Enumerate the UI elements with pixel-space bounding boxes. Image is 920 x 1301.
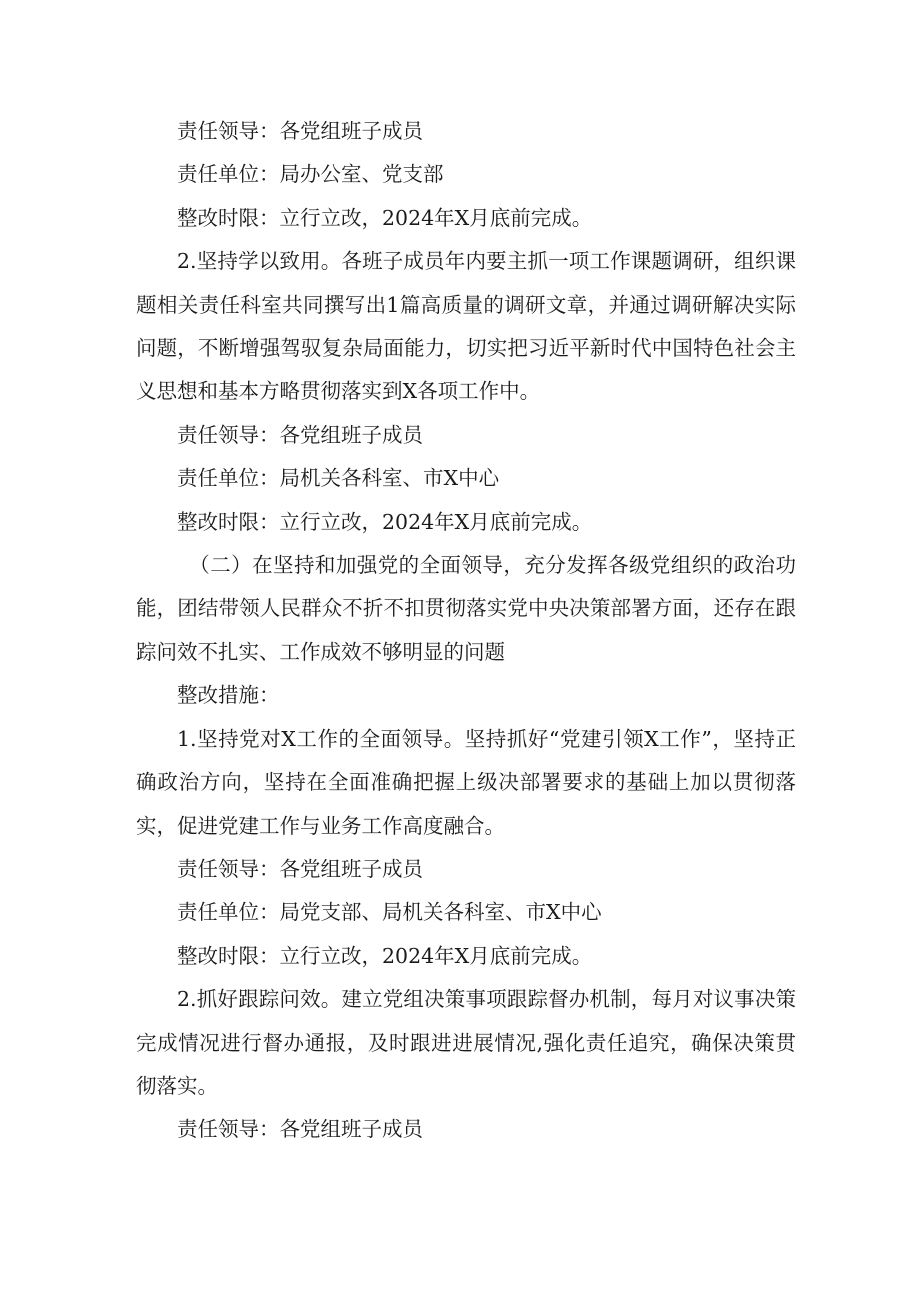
measure-paragraph: 1.坚持党对X工作的全面领导。坚持抓好“党建引领X工作”，坚持正确政治方向，坚持在全面准确把握上级决部署要求的基础上加以贯彻落实，促进党建工作与业务工作高度融合。	[136, 726, 796, 838]
responsible-leader-line: 责任领导：各党组班子成员	[177, 422, 423, 447]
document-page	[136, 110, 796, 1152]
responsible-unit-line: 责任单位：局党支部、局机关各科室、市X中心	[177, 900, 602, 925]
responsible-leader-line: 责任领导：各党组班子成员	[177, 856, 423, 881]
deadline-line: 整改时限：立行立改，2024年X月底前完成。	[177, 205, 593, 230]
responsible-leader-line: 责任领导：各党组班子成员	[177, 1117, 423, 1142]
measure-paragraph: 2.坚持学以致用。各班子成员年内要主抓一项工作课题调研，组织课题相关责任科室共同撰写出1篇高质量的调研文章，并通过调研解决实际问题，不断增强驾驭复杂局面能力，切实把习近平新时代中国特色社会主义思想和基本方略贯彻落实到X各项工作中。	[136, 249, 796, 404]
responsible-leader-line: 责任领导：各党组班子成员	[177, 119, 423, 143]
measure-paragraph: 2.抓好跟踪问效。建立党组决策事项跟踪督办机制，每月对议事决策完成情况进行督办通报，及时跟进进展情况,强化责任追究，确保决策贯彻落实。	[136, 987, 796, 1098]
responsible-unit-line: 责任单位：局办公室、党支部	[177, 162, 444, 187]
measures-label: 整改措施：	[177, 683, 280, 708]
section-heading: （二）在坚持和加强党的全面领导，充分发挥各级党组织的政治功能，团结带领人民群众不折不扣贯彻落实党中央决策部署方面，还存在跟踪问效不扎实、工作成效不够明显的问题	[136, 553, 796, 664]
responsible-unit-line: 责任单位：局机关各科室、市X中心	[177, 466, 500, 491]
deadline-line: 整改时限：立行立改，2024年X月底前完成。	[177, 509, 593, 534]
deadline-line: 整改时限：立行立改，2024年X月底前完成。	[177, 943, 593, 968]
